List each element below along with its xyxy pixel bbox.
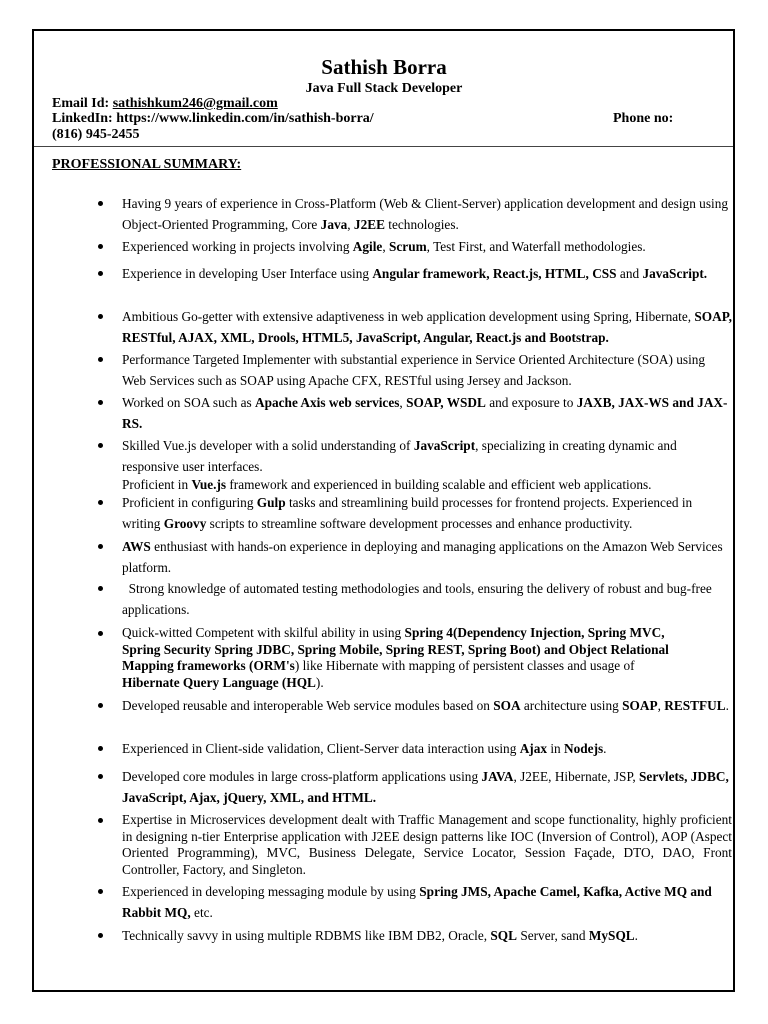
bullet-icon <box>98 746 103 751</box>
bullet-icon <box>98 244 103 249</box>
bullet-icon <box>98 357 103 362</box>
bullet-icon <box>98 544 103 549</box>
list-item: Skilled Vue.js developer with a solid understanding of JavaScript, specializing in creating dynamic and responsive user interfaces. Proficient in Vue.js framework and experienced in building scalable and efficient web applications. <box>122 435 732 492</box>
phone-label: Phone no: <box>613 111 674 126</box>
list-item: Experienced in Client-side validation, Client-Server data interaction using Ajax in Nodejs. <box>122 738 732 759</box>
bullet-icon <box>98 631 103 636</box>
list-item: AWS enthusiast with hands-on experience in deploying and managing applications on the Amazon Web Services platform. <box>122 536 732 578</box>
email-link[interactable]: sathishkum246@gmail.com <box>112 96 278 111</box>
bullet-icon <box>98 889 103 894</box>
list-item: Quick-witted Competent with skilful ability in using Spring 4(Dependency Injection, Spring MVC, Spring Security Spring JDBC, Spring Mobile, Spring REST, Spring Boot) and Object Relational Mapping frameworks (ORM's) like Hibernate with mapping of persistent classes and usage of Hibernate Query Language (HQL). <box>122 625 732 691</box>
bullet-icon <box>98 314 103 319</box>
bullet-icon <box>98 400 103 405</box>
list-item: Having 9 years of experience in Cross-Platform (Web & Client-Server) application development and design using Object-Oriented Programming, Core Java, J2EE technologies. <box>122 193 732 235</box>
email-label: Email Id: <box>52 96 110 111</box>
bullet-icon <box>98 443 103 448</box>
list-item: Performance Targeted Implementer with substantial experience in Service Oriented Architecture (SOA) using Web Services such as SOAP using Apache CFX, RESTful using Jersey and Jackson. <box>122 349 732 391</box>
linkedin-label: LinkedIn: <box>52 111 113 126</box>
bullet-icon <box>98 774 103 779</box>
list-item: Expertise in Microservices development dealt with Traffic Management and scope functionality, highly proficient in designing n-tier Enterprise application with J2EE design patterns like IOC (Inversion of Control), AOP (Aspect Oriented Programming), MVC, Business Delegate, Service Locator, Session Façade, DTO, DAO, Front Controller, Factory, and Singleton. <box>122 812 732 878</box>
linkedin-url[interactable]: https://www.linkedin.com/in/sathish-borra/ <box>116 111 374 126</box>
bullet-icon <box>98 933 103 938</box>
list-item: Developed reusable and interoperable Web service modules based on SOA architecture using SOAP, RESTFUL. <box>122 695 732 716</box>
list-item: Experienced in developing messaging module by using Spring JMS, Apache Camel, Kafka, Active MQ and Rabbit MQ, etc. <box>122 881 732 923</box>
bullet-icon <box>98 201 103 206</box>
list-item: Experience in developing User Interface using Angular framework, React.js, HTML, CSS and JavaScript. <box>122 263 732 284</box>
section-title: PROFESSIONAL SUMMARY: <box>52 157 242 172</box>
bullet-icon <box>98 586 103 591</box>
list-item: Experienced working in projects involving Agile, Scrum, Test First, and Waterfall methodologies. <box>122 236 732 257</box>
bullet-icon <box>98 703 103 708</box>
list-item: Worked on SOA such as Apache Axis web services, SOAP, WSDL and exposure to JAXB, JAX-WS and JAX-RS. <box>122 392 732 434</box>
list-item: Technically savvy in using multiple RDBMS like IBM DB2, Oracle, SQL Server, sand MySQL. <box>122 925 732 946</box>
list-item: Developed core modules in large cross-platform applications using JAVA, J2EE, Hibernate, JSP, Servlets, JDBC, JavaScript, Ajax, jQuery, XML, and HTML. <box>122 766 732 808</box>
bullet-icon <box>98 818 103 823</box>
list-item: Strong knowledge of automated testing methodologies and tools, ensuring the delivery of robust and bug-free applications. <box>122 578 732 620</box>
bullet-icon <box>98 271 103 276</box>
list-item: Ambitious Go-getter with extensive adaptiveness in web application development using Spring, Hibernate, SOAP, RESTful, AJAX, XML, Drools, HTML5, JavaScript, Angular, React.js and Bootstrap. <box>122 306 732 348</box>
bullet-icon <box>98 500 103 505</box>
phone-number: (816) 945-2455 <box>52 127 140 142</box>
list-item: Proficient in configuring Gulp tasks and streamlining build processes for frontend projects. Experienced in writing Groovy scripts to streamline software development processes and enhance productivity. <box>122 492 732 534</box>
candidate-name: Sathish Borra <box>321 55 447 79</box>
job-title: Java Full Stack Developer <box>305 81 463 96</box>
